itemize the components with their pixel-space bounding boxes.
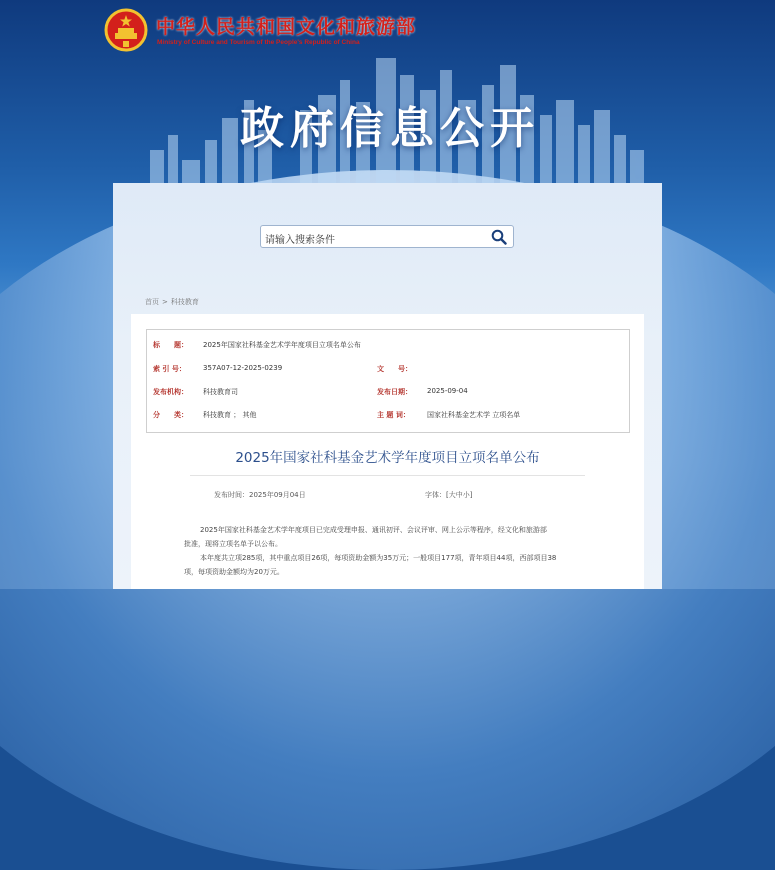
ministry-name-en: Ministry of Culture and Tourism of the People's Republic of China: [157, 39, 360, 46]
paragraph-2-line-1: 本年度共立项285项，其中重点项目26项，每项资助金额为35万元；一般项目177项，青年项目44项，西部项目38: [200, 554, 557, 562]
paragraph-2-line-2: 项，每项资助金额均为20万元。: [184, 568, 284, 576]
meta-topic-label: 主 题 词：: [377, 411, 410, 419]
font-size-small[interactable]: 小: [462, 491, 470, 499]
breadcrumb-separator: >: [162, 298, 168, 306]
meta-date-value: 2025-09-04: [427, 387, 468, 395]
font-size-large[interactable]: 大: [448, 491, 456, 499]
meta-row-title: [147, 340, 631, 360]
meta-row-index: [147, 364, 631, 384]
meta-issuer-value: 科技教育司: [203, 388, 238, 396]
meta-index-label: 索 引 号：: [153, 365, 186, 373]
meta-title-label: 标 题：: [153, 341, 188, 349]
meta-date-label: 发布日期：: [377, 388, 412, 396]
font-size-bracket-open: [: [446, 491, 449, 499]
search-icon[interactable]: [491, 229, 507, 245]
meta-topic-value: 国家社科基金艺术学 立项名单: [427, 411, 521, 419]
font-size-label: 字体：: [425, 491, 446, 499]
meta-category-value: 科技教育 ； 其他: [203, 411, 257, 419]
font-size-switcher: [425, 490, 472, 500]
meta-index-value: 357A07-12-2025-0239: [203, 364, 283, 372]
ministry-name-cn: 中华人民共和国文化和旅游部: [156, 16, 417, 38]
meta-row-issuer: [147, 387, 631, 407]
font-size-bracket-close: ]: [469, 491, 473, 499]
meta-row-category: [147, 410, 631, 430]
font-size-medium[interactable]: 中: [455, 491, 463, 499]
article-title: 2025年国家社科基金艺术学年度项目立项名单公布: [235, 450, 540, 466]
meta-docno-label: 文 号：: [377, 365, 412, 373]
breadcrumb: [145, 297, 202, 307]
metadata-table: [146, 329, 630, 433]
national-emblem-icon: [104, 8, 148, 52]
meta-category-label: 分 类：: [153, 411, 188, 419]
publish-time: 发布时间：2025年09月04日: [214, 491, 306, 499]
search-box[interactable]: [260, 225, 514, 248]
banner-title: 政府信息公开: [240, 103, 540, 154]
paragraph-1-line-1: 2025年国家社科基金艺术学年度项目已完成受理申报、通讯初评、会议评审、网上公示等程序，经文化和旅游部: [200, 526, 547, 534]
breadcrumb-section[interactable]: 科技教育: [170, 298, 199, 306]
meta-title-value: 2025年国家社科基金艺术学年度项目立项名单公布: [203, 341, 361, 349]
breadcrumb-home[interactable]: 首页: [145, 298, 159, 306]
search-input[interactable]: 请输入搜索条件: [265, 235, 335, 246]
paragraph-1-line-2: 批准，现将立项名单予以公布。: [184, 540, 282, 548]
title-divider: [190, 475, 585, 476]
meta-issuer-label: 发布机构：: [153, 388, 188, 396]
